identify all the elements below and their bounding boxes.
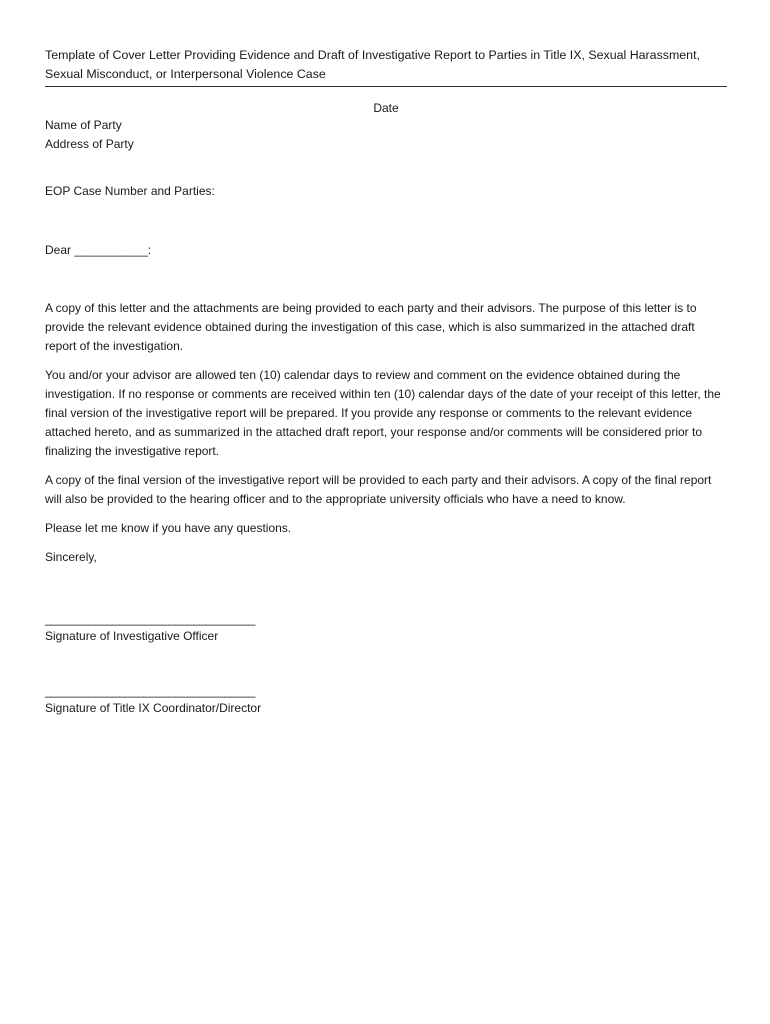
body-paragraph-2: You and/or your advisor are allowed ten (10) calendar days to review and comment on the evidence obtained during the investigation. If no response or comments are received within ten (10) calendar days of the date of your receipt of this letter, the final version of the investigative report will be prepared. If you provide any response or comments to the relevant evidence attached hereto, and as summarized in the attached draft report, your response and/or comments will be considered prior to finalizing the investigative report. — [45, 368, 721, 458]
document-title: Template of Cover Letter Providing Evidence and Draft of Investigative Report to Parties in Title IX, Sexual Harassment, Sexual Misconduct, or Interpersonal Violence Case — [45, 48, 700, 81]
body-paragraph-4: Please let me know if you have any questions. — [45, 521, 292, 535]
body-paragraph-1: A copy of this letter and the attachments are being provided to each party and their advisors. The purpose of this letter is to provide the relevant evidence obtained during the investigation of this case, which is also summarized in the attached draft report of the investigation. — [45, 301, 697, 353]
coordinator-signature-line: __________________________________ — [45, 684, 255, 698]
letter-date: Date — [373, 101, 399, 115]
coordinator-signature-label: Signature of Title IX Coordinator/Director — [45, 701, 262, 715]
officer-signature-line: __________________________________ — [45, 612, 255, 626]
party-address: Address of Party — [45, 137, 134, 151]
closing: Sincerely, — [45, 550, 97, 564]
body-paragraph-3: A copy of the final version of the investigative report will be provided to each party and their advisors. A copy of the final report will also be provided to the hearing officer and to the appropriate university officials who have a need to know. — [45, 473, 712, 506]
case-number-label: EOP Case Number and Parties: — [45, 184, 215, 198]
officer-signature-label: Signature of Investigative Officer — [45, 629, 219, 643]
document-page — [45, 46, 727, 718]
salutation: Dear ___________: — [45, 243, 152, 257]
party-name: Name of Party — [45, 118, 122, 132]
title-divider — [45, 86, 727, 87]
